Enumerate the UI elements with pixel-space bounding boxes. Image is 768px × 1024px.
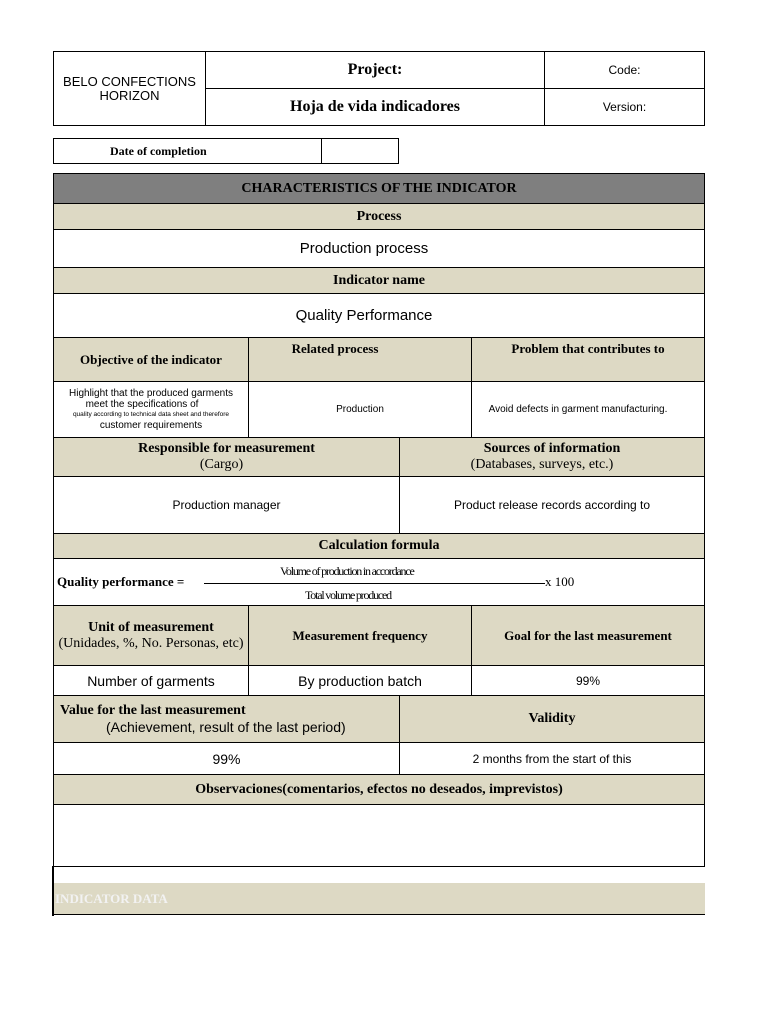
indicator-name-label-cell	[53, 267, 705, 294]
objective-label: Objective of the indicator	[80, 351, 222, 367]
indicator-name-value: Quality Performance	[295, 307, 433, 324]
company-name: BELO CONFECTIONS HORIZON	[63, 73, 196, 103]
problem-value-cell	[471, 381, 705, 438]
observations-label-cell	[53, 774, 705, 805]
last-value-label-cell	[53, 695, 400, 743]
observations-label: Observaciones(comentarios, efectos no deseados, imprevistos)	[195, 781, 563, 797]
last-value-value: 99%	[212, 750, 241, 767]
process-label-cell	[53, 203, 705, 230]
related-process-value: Production	[336, 404, 384, 415]
formula-multiplier: x 100	[545, 574, 575, 589]
goal-value-cell	[471, 665, 705, 696]
frequency-value-cell	[248, 665, 472, 696]
sheet-title	[53, 173, 705, 204]
related-process-value-cell	[248, 381, 472, 438]
problem-label-cell	[471, 337, 705, 382]
frequency-label-cell	[248, 605, 472, 666]
sources-label-cell	[399, 437, 705, 477]
project-label-cell	[205, 51, 545, 89]
objective-line: meet the specifications of	[85, 399, 199, 410]
related-process-label-cell	[248, 337, 472, 382]
validity-label: Validity	[528, 711, 576, 726]
process-value: Production process	[299, 240, 429, 257]
sources-sub: (Databases, surveys, etc.)	[470, 457, 614, 472]
problem-value: Avoid defects in garment manufacturing.	[488, 404, 668, 415]
objective-line: Highlight that the produced garments	[69, 388, 233, 399]
responsible-label: Responsible for measurement	[138, 441, 315, 456]
problem-label: Problem that contributes to	[511, 341, 665, 356]
unit-sub: (Unidades, %, No. Personas, etc)	[58, 635, 244, 651]
last-value-cell	[53, 742, 400, 775]
unit-label-cell	[53, 605, 249, 666]
completion-label-cell	[53, 138, 322, 164]
responsible-value-cell	[53, 476, 400, 534]
formula-cell	[53, 558, 705, 606]
objective-label-cell	[53, 337, 249, 382]
responsible-label-cell	[53, 437, 400, 477]
goal-value: 99%	[575, 673, 601, 688]
formula-lhs: Quality performance =	[57, 574, 185, 589]
objective-line: customer requirements	[99, 420, 203, 431]
process-label: Process	[356, 208, 402, 224]
goal-label: Goal for the last measurement	[504, 627, 672, 643]
project-label: Project:	[347, 61, 403, 78]
version-label: Version:	[602, 100, 647, 114]
indicator-data-label: INDICATOR DATA	[55, 890, 168, 906]
document-subtitle: Hoja de vida indicadores	[290, 98, 460, 115]
sheet-title-text: CHARACTERISTICS OF THE INDICATOR	[241, 180, 517, 196]
sources-value-cell	[399, 476, 705, 534]
indicator-name-label: Indicator name	[333, 272, 425, 288]
code-label: Code:	[608, 63, 641, 77]
formula-numerator: Volume of production in accordance	[280, 564, 414, 578]
indicator-name-value-cell	[53, 293, 705, 338]
version-cell	[544, 88, 705, 126]
indicator-data-band	[54, 883, 705, 915]
company-name-cell	[53, 51, 206, 126]
unit-value: Number of garments	[87, 672, 215, 689]
objective-line: quality according to technical data sheet and therefore	[72, 411, 230, 418]
formula-label-cell	[53, 533, 705, 559]
sources-value: Product release records according to	[453, 498, 651, 512]
formula-label: Calculation formula	[318, 538, 440, 553]
formula-denominator: Total volume produced	[305, 588, 391, 602]
responsible-value: Production manager	[172, 498, 281, 512]
validity-label-cell	[399, 695, 705, 743]
unit-value-cell	[53, 665, 249, 696]
responsible-sub: (Cargo)	[199, 457, 244, 472]
goal-label-cell	[471, 605, 705, 666]
subtitle-cell	[205, 88, 545, 126]
sources-label: Sources of information	[483, 441, 621, 456]
objective-value-cell	[53, 381, 249, 438]
completion-label: Date of completion	[110, 143, 207, 158]
unit-label: Unit of measurement	[88, 619, 214, 635]
process-value-cell	[53, 229, 705, 268]
validity-value: 2 months from the start of this	[472, 751, 632, 766]
frequency-value: By production batch	[298, 672, 422, 689]
last-value-label: Value for the last measurement	[60, 703, 246, 718]
completion-value-cell[interactable]	[321, 138, 399, 164]
frequency-label: Measurement frequency	[292, 627, 428, 643]
observations-value-cell[interactable]	[53, 804, 705, 867]
validity-value-cell	[399, 742, 705, 775]
last-value-sub: (Achievement, result of the last period)	[106, 719, 346, 735]
related-process-label: Related process	[291, 341, 379, 356]
fraction-line	[204, 583, 545, 584]
code-cell	[544, 51, 705, 89]
